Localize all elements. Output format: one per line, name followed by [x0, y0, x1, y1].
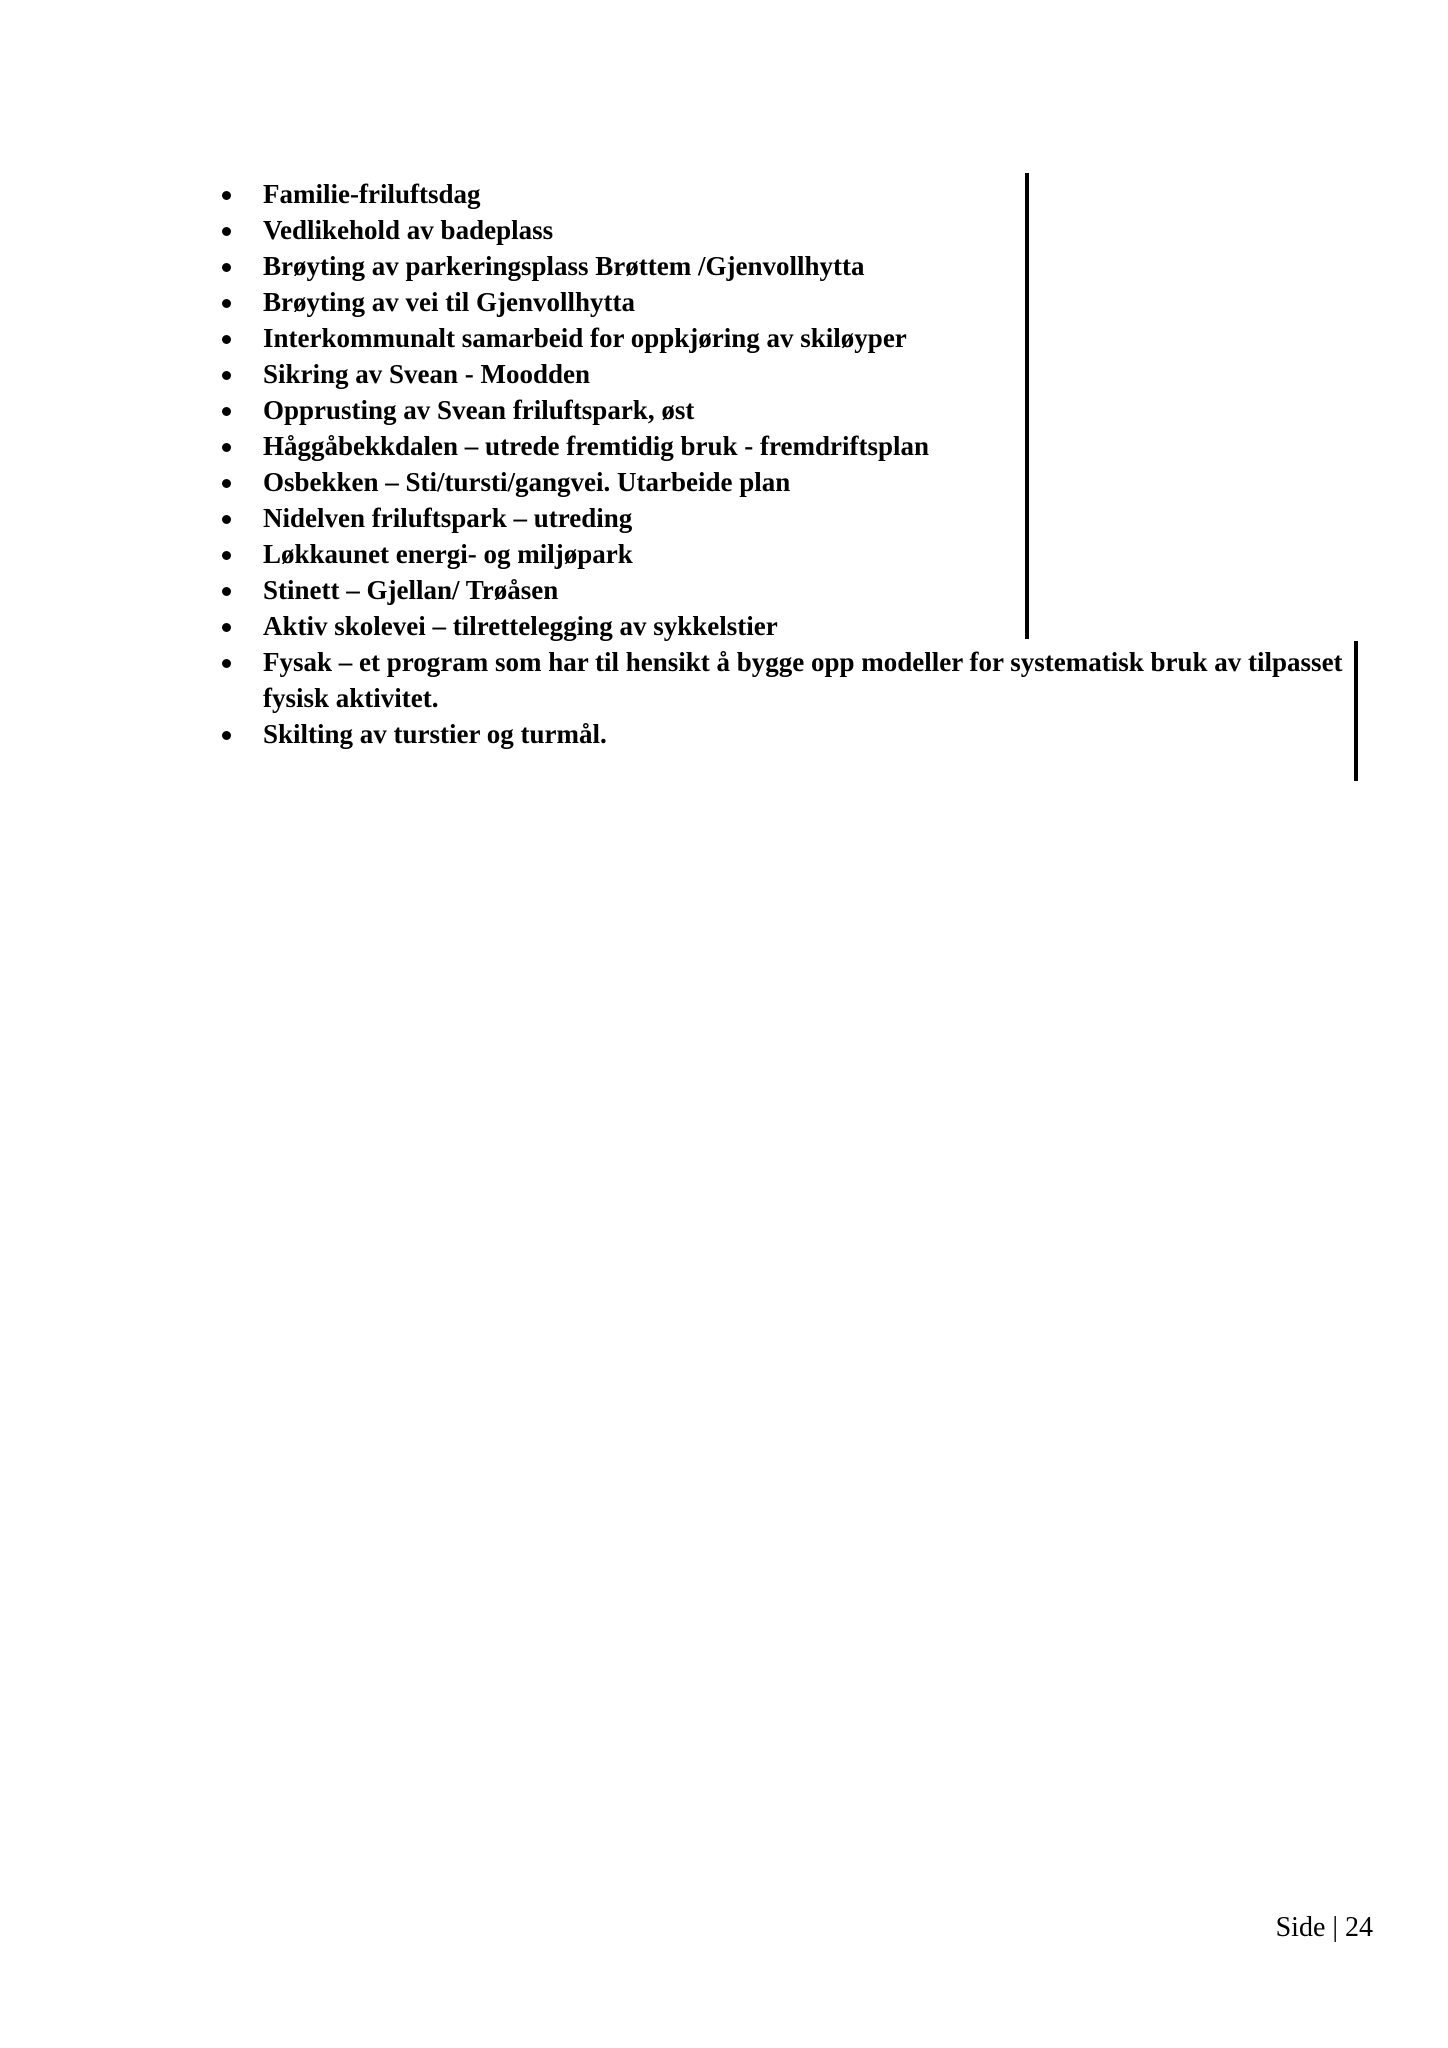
- list-item: [218, 212, 1328, 248]
- list-item-text: Stinett – Gjellan/ Trøåsen: [263, 575, 559, 605]
- list-item: [218, 644, 1343, 716]
- list-item-text: Osbekken – Sti/tursti/gangvei. Utarbeide plan: [263, 467, 791, 497]
- bullet-icon: [222, 299, 231, 308]
- bullet-icon: [222, 263, 231, 272]
- bullet-icon: [222, 479, 231, 488]
- list-item: [218, 716, 1328, 752]
- bullet-icon: [222, 551, 231, 560]
- bullet-icon: [222, 443, 231, 452]
- list-item: [218, 500, 1328, 536]
- list-item: [218, 176, 1328, 212]
- list-item-text: Løkkaunet energi- og miljøpark: [263, 539, 633, 569]
- bullet-icon: [222, 335, 231, 344]
- list-item: [218, 248, 1328, 284]
- list-item-text: Opprusting av Svean friluftspark, øst: [263, 395, 695, 425]
- list-item-text: Aktiv skolevei – tilrettelegging av sykkelstier: [263, 611, 778, 641]
- list-item-text: Håggåbekkdalen – utrede fremtidig bruk - fremdriftsplan: [263, 431, 930, 461]
- list-item-text: Familie-friluftsdag: [263, 179, 481, 209]
- list-item-text: Nidelven friluftspark – utreding: [263, 503, 633, 533]
- bullet-icon: [222, 659, 231, 668]
- list-item: [218, 284, 1328, 320]
- bullet-icon: [222, 731, 231, 740]
- bullet-icon: [222, 623, 231, 632]
- list-item: [218, 572, 1328, 608]
- revision-change-bar: [1354, 641, 1358, 781]
- list-item: [218, 464, 1328, 500]
- list-item: [218, 536, 1328, 572]
- bullet-list: [218, 176, 1343, 752]
- list-item: [218, 320, 1328, 356]
- list-item-text: Interkommunalt samarbeid for oppkjøring av skiløyper: [263, 323, 907, 353]
- list-item-text: Skilting av turstier og turmål.: [263, 719, 607, 749]
- list-item: [218, 392, 1328, 428]
- list-item-text: Sikring av Svean - Moodden: [263, 359, 591, 389]
- page-number-footer: Side | 24: [1275, 1912, 1373, 1943]
- list-item-text: Brøyting av vei til Gjenvollhytta: [263, 287, 635, 317]
- bullet-icon: [222, 515, 231, 524]
- list-item-text: Brøyting av parkeringsplass Brøttem /Gjenvollhytta: [263, 251, 865, 281]
- bullet-icon: [222, 407, 231, 416]
- bullet-icon: [222, 227, 231, 236]
- list-item: [218, 608, 1328, 644]
- list-item-text: Vedlikehold av badeplass: [263, 215, 554, 245]
- list-item: [218, 428, 1328, 464]
- bullet-icon: [222, 587, 231, 596]
- list-item-text: Fysak – et program som har til hensikt å bygge opp modeller for systematisk bruk av tilpasset fysisk aktivitet.: [263, 647, 1343, 713]
- list-item: [218, 356, 1328, 392]
- bullet-icon: [222, 191, 231, 200]
- bullet-icon: [222, 371, 231, 380]
